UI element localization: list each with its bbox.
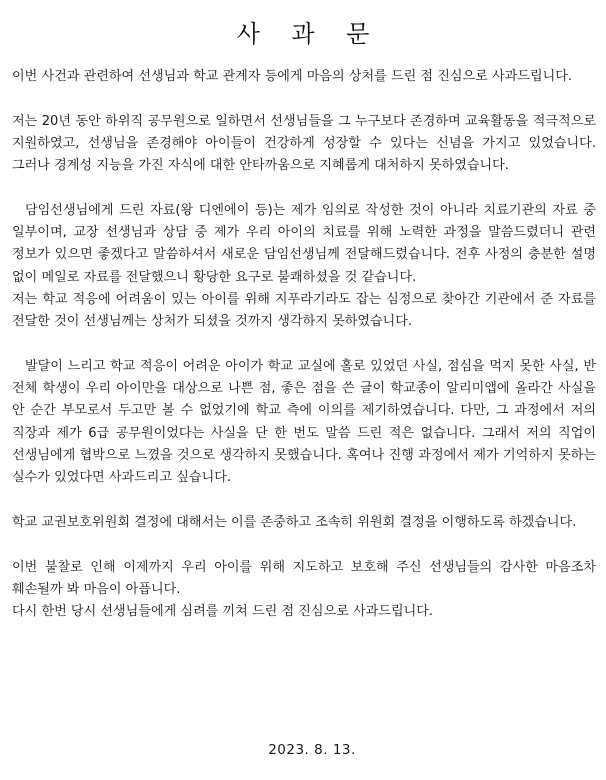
paragraph-apology-intro: 이번 사건과 관련하여 선생님과 학교 관계자 등에게 마음의 상처를 드린 점 진심으로 사과드립니다. (12, 69, 573, 84)
document-title: 사 과 문 (236, 20, 382, 48)
paragraph-gap (12, 334, 596, 356)
paragraph-gap (12, 490, 596, 512)
paragraph-committee: 학교 교권보호위원회 결정에 대해서는 이를 존중하고 조속히 위원회 결정을 이행하도록 하겠습니다. (12, 514, 577, 530)
paragraph-regret: 이번 불찰로 인해 이제까지 우리 아이를 위해 지도하고 보호해 주신 선생님들의 감사한 마음조차 훼손될까 봐 마음이 아픕니다. (12, 559, 596, 597)
paragraph-materials-followup: 저는 학교 적응에 어려움이 있는 아이를 위해 지푸라기라도 잡는 심정으로 찾아간 기관에서 준 자료를 전달한 것이 선생님께는 상처가 되셨을 것까지 생각하지 못하였습니다. (12, 291, 596, 330)
paragraph-gap (12, 534, 596, 556)
paragraph-gap (12, 88, 596, 110)
paragraph-closing-apology: 다시 한번 당시 선생님들에게 심려를 끼쳐 드린 점 진심으로 사과드립니다. (12, 604, 434, 620)
paragraph-circumstances: 발달이 느리고 학교 적응이 어려운 아이가 학교 교실에 홀로 있었던 사실, 점심을 먹지 못한 사실, 반 전체 학생이 우리 아이만을 대상으로 나쁜 점, 좋은 점을 쓴 글이 학교종이 알리미앱에 올라간 사실을 안 순간 부모로서 두고만 볼 수 없었기에 학교 측에 이의를 제기하였습니다. 다만, 그 과정에서 저의 직장과 제가 6급 공무원이었다는 사실을 단 한 번도 말씀 드린 적은 없습니다. 그래서 저의 직업이 선생님에게 협박으로 느꼈을 것으로 생각하지 못했습니다. 혹여나 진행 과정에서 제가 기억하지 못하는 실수가 있었다면 사과드리고 싶습니다. (12, 358, 596, 486)
document-body (12, 66, 596, 623)
paragraph-materials: 담임선생님에게 드린 자료(왕 디엔에이 등)는 제가 임의로 작성한 것이 아니라 치료기관의 자료 중 일부이며, 교장 선생님과 상담 중 제가 우리 아이의 치료를 위해 노력한 과정을 말씀드렸더니 관련 정보가 있으면 좋겠다고 말씀하셔서 새로운 담임선생님께 전달해드렸습니다. 전후 사정의 충분한 설명 없이 메일로 자료를 전달했으니 황당한 요구로 불쾌하셨을 것 같습니다. (12, 202, 596, 285)
document-date: 2023. 8. 13. (268, 742, 356, 758)
paragraph-gap (12, 177, 596, 199)
paragraph-background: 저는 20년 동안 하위직 공무원으로 일하면서 선생님들을 그 누구보다 존경하며 교육활동을 적극적으로 지원하였고, 선생님을 존경해야 아이들이 건강하게 성장할 수 있다는 신념을 가지고 있었습니다. 그러나 경계성 지능을 가진 자식에 대한 안타까움으로 지혜롭게 대처하지 못하였습니다. (12, 113, 596, 174)
